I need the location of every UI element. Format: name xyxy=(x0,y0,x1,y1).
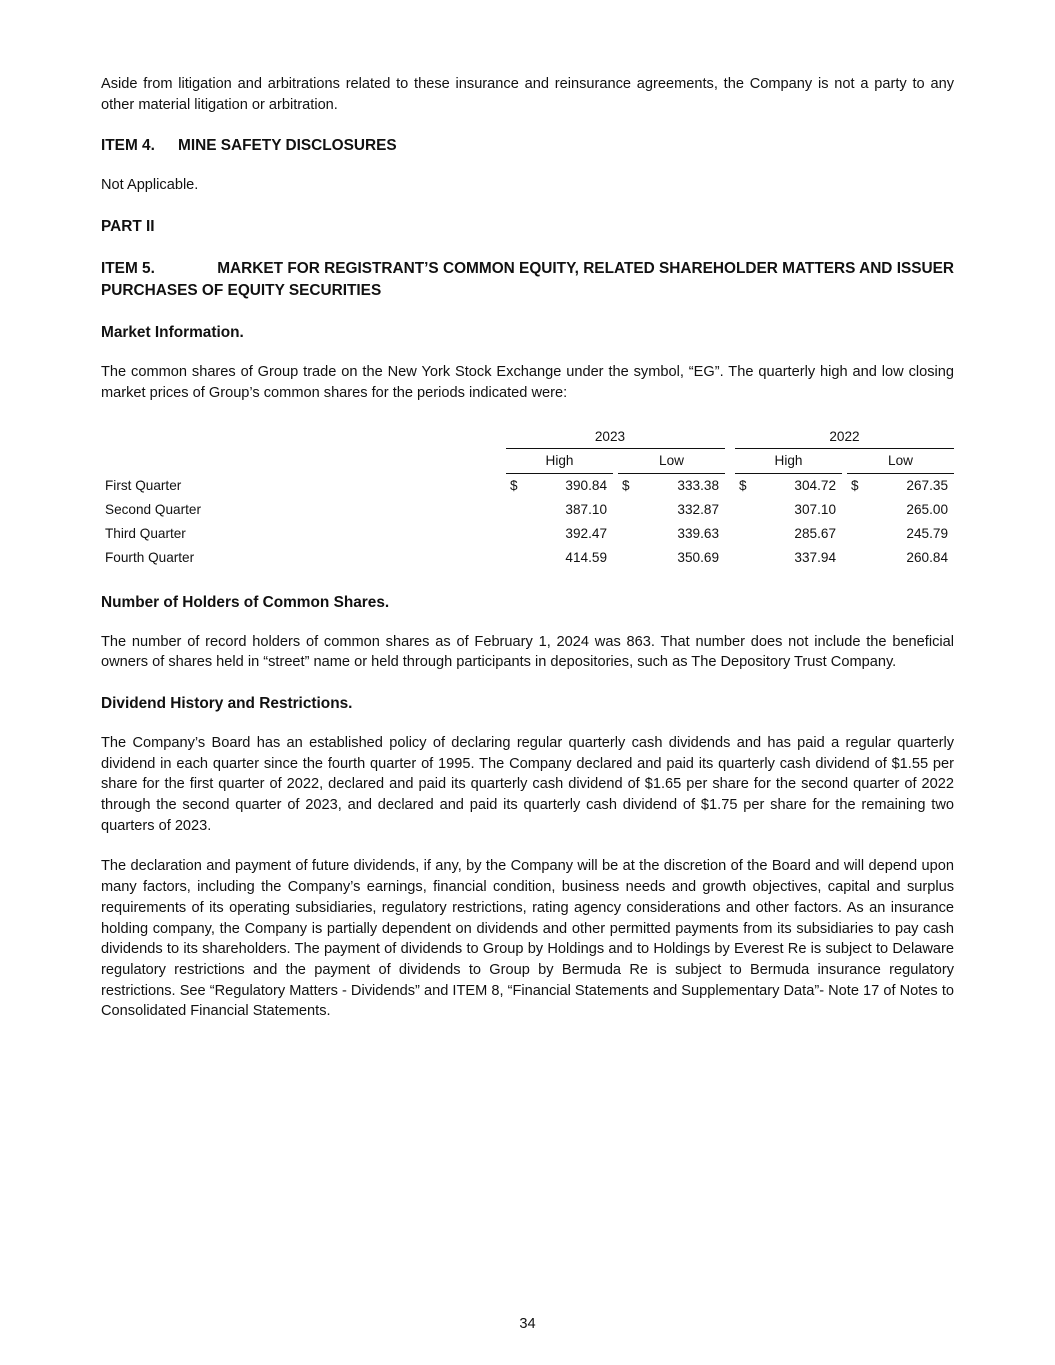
col-header-2022-high: High xyxy=(774,452,803,468)
table-cell: 350.69 xyxy=(677,549,719,565)
col-header-2023-high: High xyxy=(545,452,574,468)
item5-title-line2: PURCHASES OF EQUITY SECURITIES xyxy=(101,282,382,300)
currency-symbol: $ xyxy=(622,477,630,493)
document-page xyxy=(101,74,954,1022)
quarterly-price-table xyxy=(101,428,954,568)
table-row xyxy=(101,476,954,500)
table-cell: 245.79 xyxy=(906,525,948,541)
table-cell: 390.84 xyxy=(565,477,607,493)
table-cell: 392.47 xyxy=(565,525,607,541)
col-underline xyxy=(506,473,613,474)
table-cell: 332.87 xyxy=(677,501,719,517)
dividends-body-2: The declaration and payment of future dividends, if any, by the Company will be at the discretion of the Board and will depend upon many factors, including the Company’s earnings, financial condition, business needs and growth objectives, capital and surplus requirements of its operating subsidiaries, regulatory restrictions, rating agency considerations and other factors. As an insurance holding company, the Company is partially dependent on dividends and other permitted payments from its subsidiaries to pay cash dividends to its shareholders. The payment of dividends to Group by Holdings and to Holdings by Everest Re is subject to Delaware regulatory restrictions and the payment of dividends to Group by Bermuda Re is subject to Bermuda insurance regulatory restrictions. See “Regulatory Matters - Dividends” and ITEM 8, “Financial Statements and Supplementary Data”- Note 17 of Notes to Consolidated Financial Statements. xyxy=(101,858,954,1020)
item4-heading xyxy=(101,135,954,157)
currency-symbol: $ xyxy=(851,477,859,493)
currency-symbol: $ xyxy=(510,477,518,493)
market-info-heading: Market Information. xyxy=(101,324,244,342)
year-underline-2023 xyxy=(506,448,725,449)
row-label: Third Quarter xyxy=(105,525,186,541)
item5-heading xyxy=(101,258,954,302)
item5-number: ITEM 5. xyxy=(101,260,155,278)
table-row xyxy=(101,548,954,572)
table-row xyxy=(101,500,954,524)
item4-title: MINE SAFETY DISCLOSURES xyxy=(178,137,397,155)
intro-paragraph: Aside from litigation and arbitrations related to these insurance and reinsurance agreements, the Company is not a party to any other material litigation or arbitration. xyxy=(101,76,954,113)
col-underline xyxy=(618,473,725,474)
holders-heading: Number of Holders of Common Shares. xyxy=(101,593,390,611)
page-number: 34 xyxy=(519,1316,536,1332)
part2-heading: PART II xyxy=(101,218,155,236)
currency-symbol: $ xyxy=(739,477,747,493)
table-cell: 265.00 xyxy=(906,501,948,517)
year-header-2023: 2023 xyxy=(594,428,626,444)
row-label: First Quarter xyxy=(105,477,182,493)
table-cell: 387.10 xyxy=(565,501,607,517)
item4-number: ITEM 4. xyxy=(101,137,155,155)
table-cell: 414.59 xyxy=(565,549,607,565)
dividends-heading: Dividend History and Restrictions. xyxy=(101,694,353,712)
market-info-body: The common shares of Group trade on the New York Stock Exchange under the symbol, “EG”. The quarterly high and low closing market prices of Group’s common shares for the periods indicated were: xyxy=(101,364,954,401)
year-header-2022: 2022 xyxy=(829,428,860,444)
year-underline-2022 xyxy=(735,448,954,449)
table-row xyxy=(101,524,954,548)
table-cell: 337.94 xyxy=(794,549,836,565)
col-underline xyxy=(847,473,954,474)
table-cell: 304.72 xyxy=(794,477,836,493)
holders-body: The number of record holders of common shares as of February 1, 2024 was 863. That number does not include the beneficial owners of shares held in “street” name or held through participants in depositories, such as The Depository Trust Company. xyxy=(101,633,954,671)
dividends-body-1: The Company’s Board has an established policy of declaring regular quarterly cash dividends and has paid a regular quarterly dividend in each quarter since the fourth quarter of 1995. The Company declared and paid its quarterly cash dividend of $1.55 per share for the first quarter of 2022, declared and paid its quarterly cash dividend of $1.65 per share for the second quarter of 2022 through the second quarter of 2023, and declared and paid its quarterly cash dividend of $1.75 per share for the remaining two quarters of 2023. xyxy=(101,734,954,834)
table-cell: 307.10 xyxy=(794,501,836,517)
table-cell: 267.35 xyxy=(906,477,948,493)
col-header-2022-low: Low xyxy=(888,452,913,468)
row-label: Second Quarter xyxy=(105,501,201,517)
item4-body: Not Applicable. xyxy=(101,177,199,194)
row-label: Fourth Quarter xyxy=(105,549,195,565)
col-header-2023-low: Low xyxy=(659,452,684,468)
table-cell: 333.38 xyxy=(677,477,719,493)
item5-title-line1: MARKET FOR REGISTRANT’S COMMON EQUITY, RELATED SHAREHOLDER MATTERS AND ISSUER xyxy=(217,260,954,278)
table-cell: 339.63 xyxy=(677,525,719,541)
col-underline xyxy=(735,473,842,474)
table-cell: 260.84 xyxy=(906,549,948,565)
table-cell: 285.67 xyxy=(794,525,836,541)
